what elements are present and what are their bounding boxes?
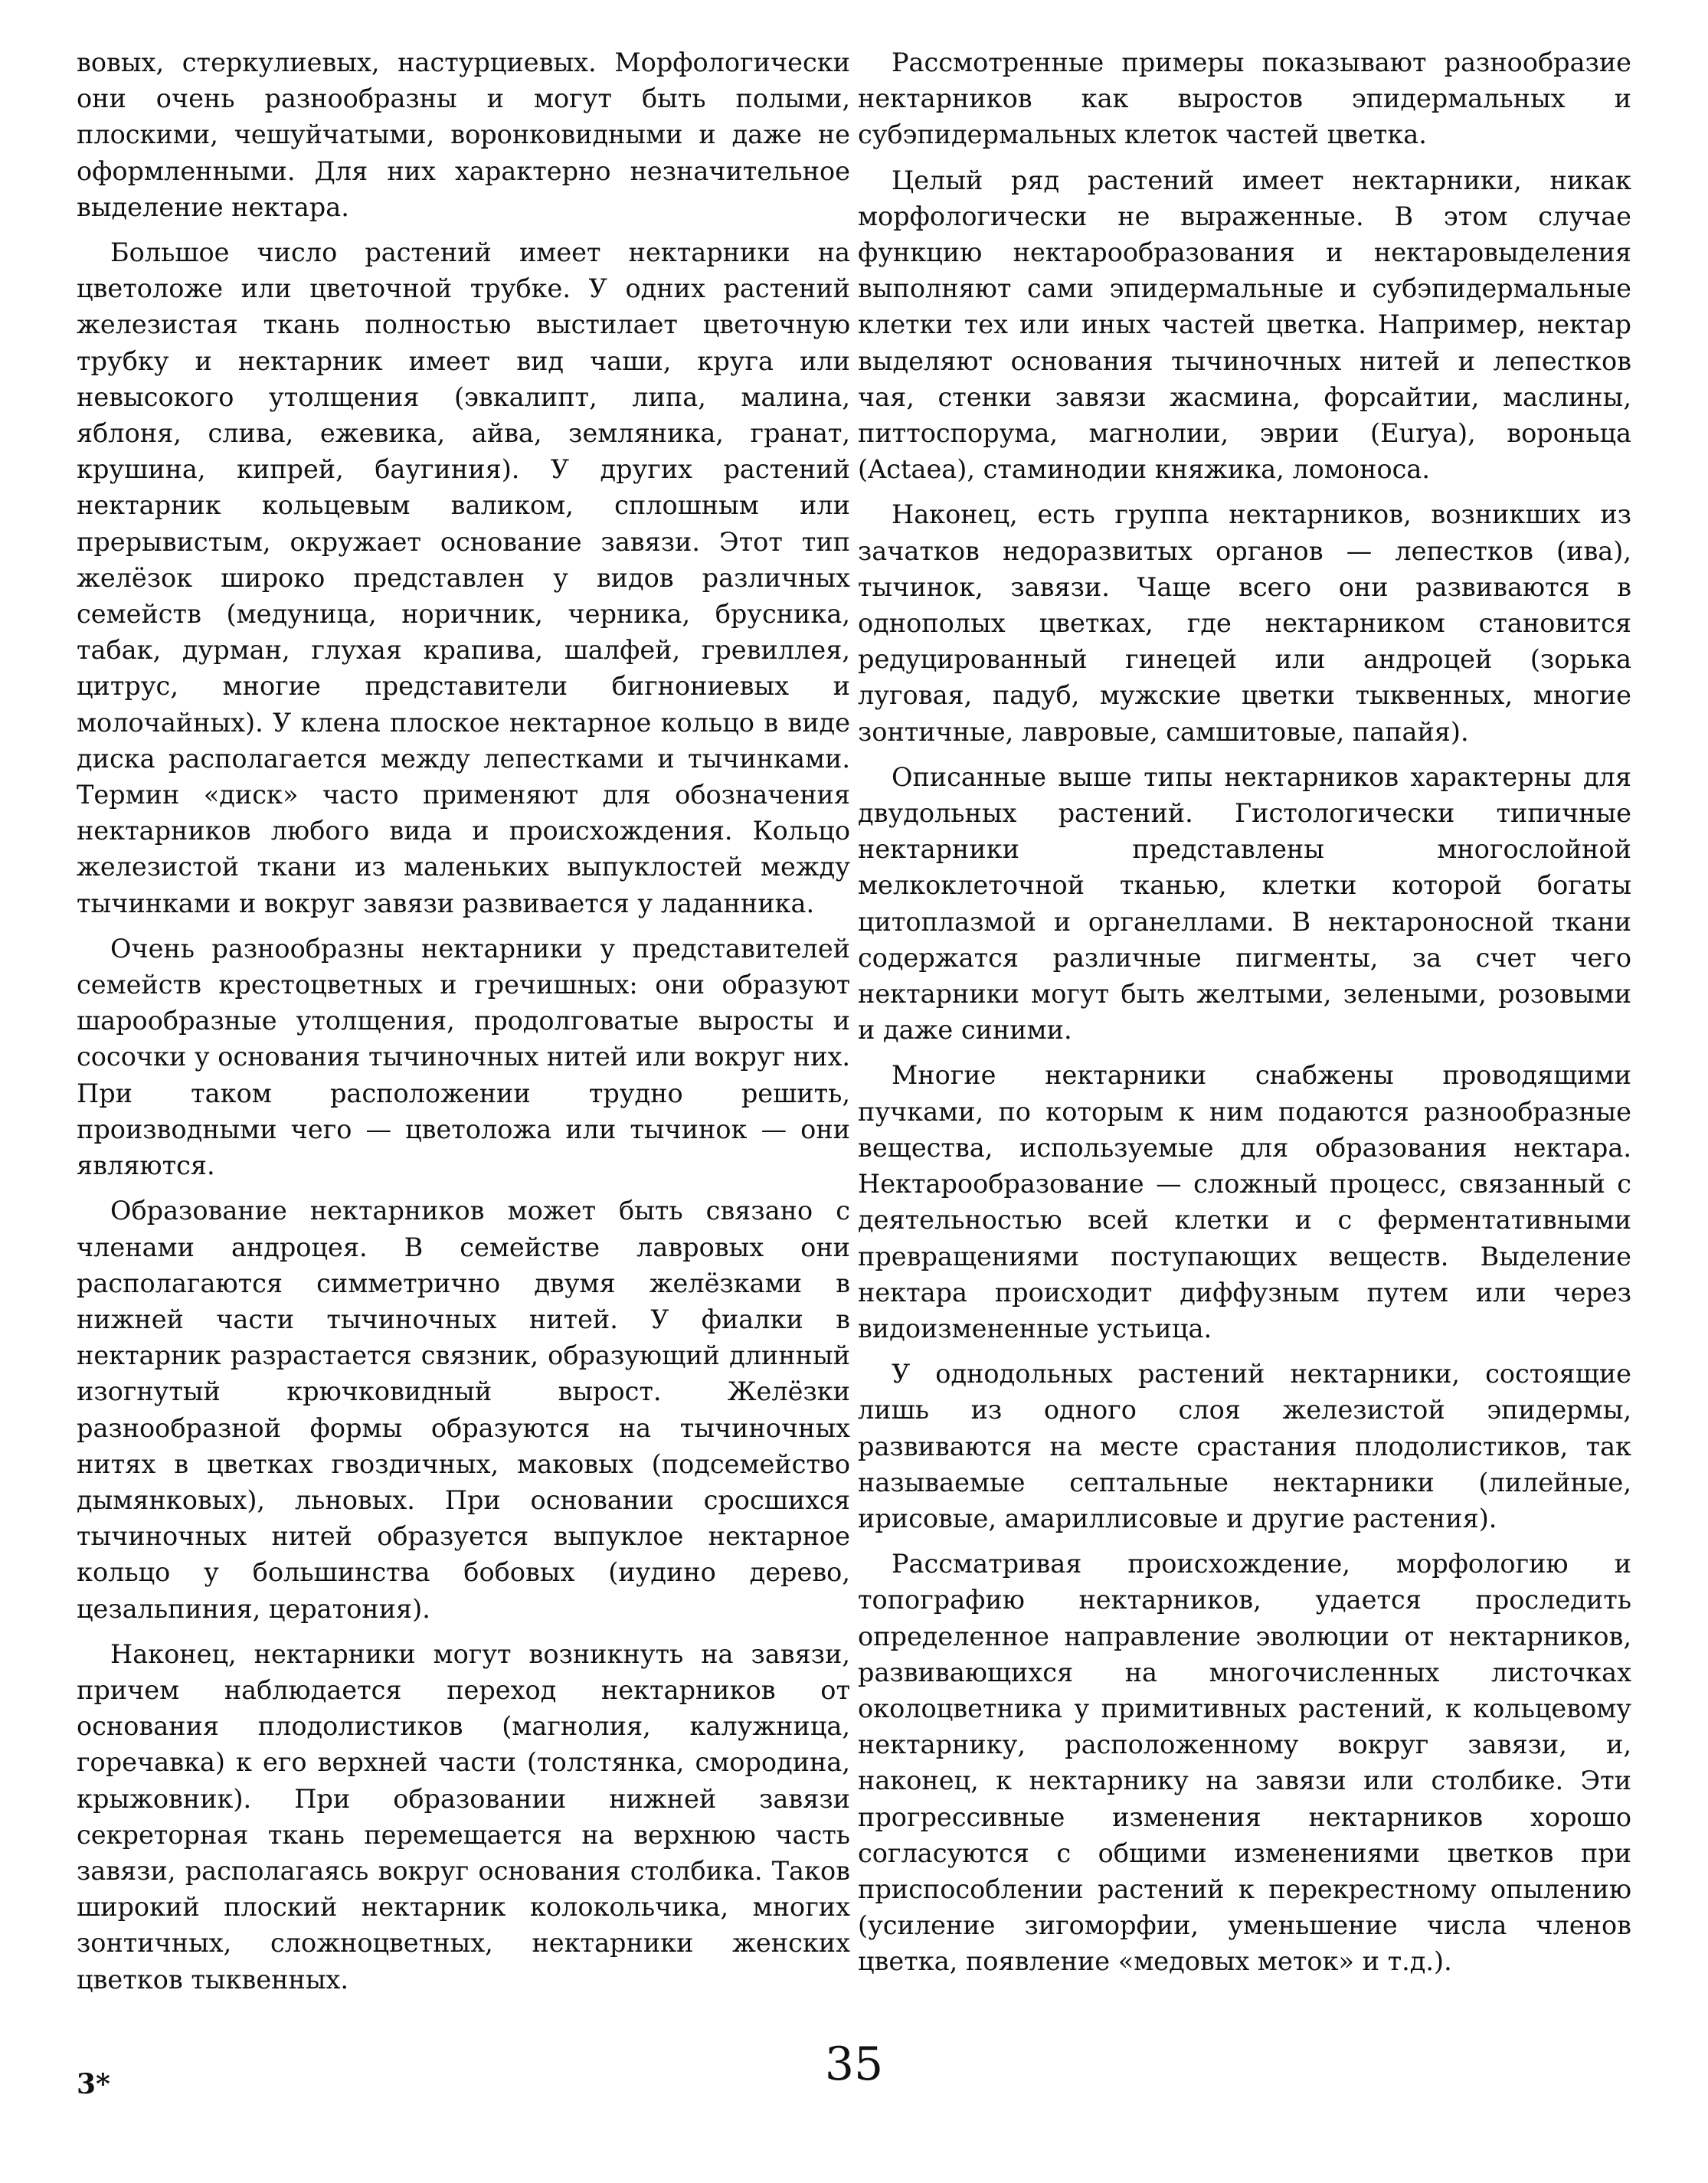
paragraph: Наконец, нектарники могут возникнуть на завязи, причем наблюдается переход нектарников от основания плодолистиков (магнолия, калужница, горечавка) к его верхней части (толстянка, смородина, крыжовник). При образовании нижней завязи секреторная ткань перемещается на верхнюю часть завязи, располагаясь вокруг основания столбика. Таков широкий плоский нектарник колокольчика, многих зонтичных, сложноцветных, нектарники женских цветков тыквенных. [77, 1638, 850, 1995]
paragraph: Многие нектарники снабжены проводящими пучками, по которым к ним подаются разнообразные вещества, используемые для образования нектара. Нектарообразование — сложный процесс, связанный с деятельностью всей клетки и с ферментативными превращениями поступающих веществ. Выделение нектара происходит диффузным путем или через видоизмененные устьица. [858, 1060, 1631, 1344]
paragraph: Рассмотренные примеры показывают разнообразие нектарников как выростов эпидермальных и субэпидермальных клеток частей цветка. [858, 47, 1631, 150]
paragraph: Образование нектарников может быть связано с членами андроцея. В семействе лавровых они располагаются симметрично двумя желёзками в нижней части тычиночных нитей. У фиалки в нектарник разрастается связник, образующий длинный изогнутый крючковидный вырост. Желёзки разнообразной формы образуются на тычиночных нитях в цветках гвоздичных, маковых (подсемейство дымянковых), льновых. При основании сросшихся тычиночных нитей образуется выпуклое нектарное кольцо у большинства бобовых (иудино дерево, цезальпиния, цератония). [77, 1196, 850, 1624]
paragraph: Очень разнообразны нектарники у представителей семейств крестоцветных и гречишных: они образуют шарообразные утолщения, продолговатые выросты и сосочки у основания тычиночных нитей или вокруг них. При таком расположении трудно решить, производными чего — цветоложа или тычинок — они являются. [77, 933, 850, 1181]
paragraph: Целый ряд растений имеет нектарники, никак морфологически не выраженные. В этом случае функцию нектарообразования и нектаровыделения выполняют сами эпидермальные и субэпидермальные клетки тех или иных частей цветка. Например, нектар выделяют основания тычиночных нитей и лепестков чая, стенки завязи жасмина, форсайтии, маслины, питтоспорума, магнолии, эврии (Eurya), вороньца (Actaea), стаминодии княжика, ломоноса. [858, 165, 1631, 485]
signature-mark: 3* [77, 2068, 110, 2100]
paragraph: Рассматривая происхождение, морфологию и топографию нектарников, удается проследить определенное направление эволюции от нектарников, развивающихся на многочисленных листочках околоцветника у примитивных растений, к кольцевому нектарнику, расположенному вокруг завязи, и, наконец, к нектарнику на завязи или столбике. Эти прогрессивные изменения нектарников хорошо согласуются с общими изменениями цветков при приспособлении растений к перекрестному опылению (усиление зигоморфии, уменьшение числа членов цветка, появление «медовых меток» и т.д.). [858, 1549, 1631, 1977]
paragraph: Описанные выше типы нектарников характерны для двудольных растений. Гистологически типичные нектарники представлены многослойной мелкоклеточной тканью, клетки которой богаты цитоплазмой и органеллами. В нектароносной ткани содержатся различные пигменты, за счет чего нектарники могут быть желтыми, зелеными, розовыми и даже синими. [858, 761, 1631, 1046]
paragraph: У однодольных растений нектарники, состоящие лишь из одного слоя железистой эпидермы, развиваются на месте срастания плодолистиков, так называемые септальные нектарники (лилейные, ирисовые, амариллисовые и другие растения). [858, 1359, 1631, 1533]
paragraph: вовых, стеркулиевых, настурциевых. Морфологически они очень разнообразны и могут быть полыми, плоскими, чешуйчатыми, воронковидными и даже не оформленными. Для них характерно незначительное выделение нектара. [77, 47, 850, 222]
paragraph: Большое число растений имеет нектарники на цветоложе или цветочной трубке. У одних растений железистая ткань полностью выстилает цветочную трубку и нектарник имеет вид чаши, круга или невысокого утолщения (эвкалипт, липа, малина, яблоня, слива, ежевика, айва, земляника, гранат, крушина, кипрей, баугиния). У других растений нектарник кольцевым валиком, сплошным или прерывистым, окружает основание завязи. Этот тип желёзок широко представлен у видов различных семейств (медуница, норичник, черника, брусника, табак, дурман, глухая крапива, шалфей, гревиллея, цитрус, многие представители бигнониевых и молочайных). У клена плоское нектарное кольцо в виде диска располагается между лепестками и тычинками. Термин «диск» часто применяют для обозначения нектарников любого вида и происхождения. Кольцо железистой ткани из маленьких выпуклостей между тычинками и вокруг завязи развивается у ладанника. [77, 237, 850, 918]
page-number: 35 [824, 2037, 884, 2091]
paragraph: Наконец, есть группа нектарников, возникших из зачатков недоразвитых органов — лепестков (ива), тычинок, завязи. Чаще всего они развиваются в однополых цветках, где нектарником становится редуцированный гинецей или андроцей (зорька луговая, падуб, мужские цветки тыквенных, многие зонтичные, лавровые, самшитовые, папайя). [858, 499, 1631, 747]
right-column [858, 44, 1631, 1989]
left-column [77, 44, 850, 2007]
